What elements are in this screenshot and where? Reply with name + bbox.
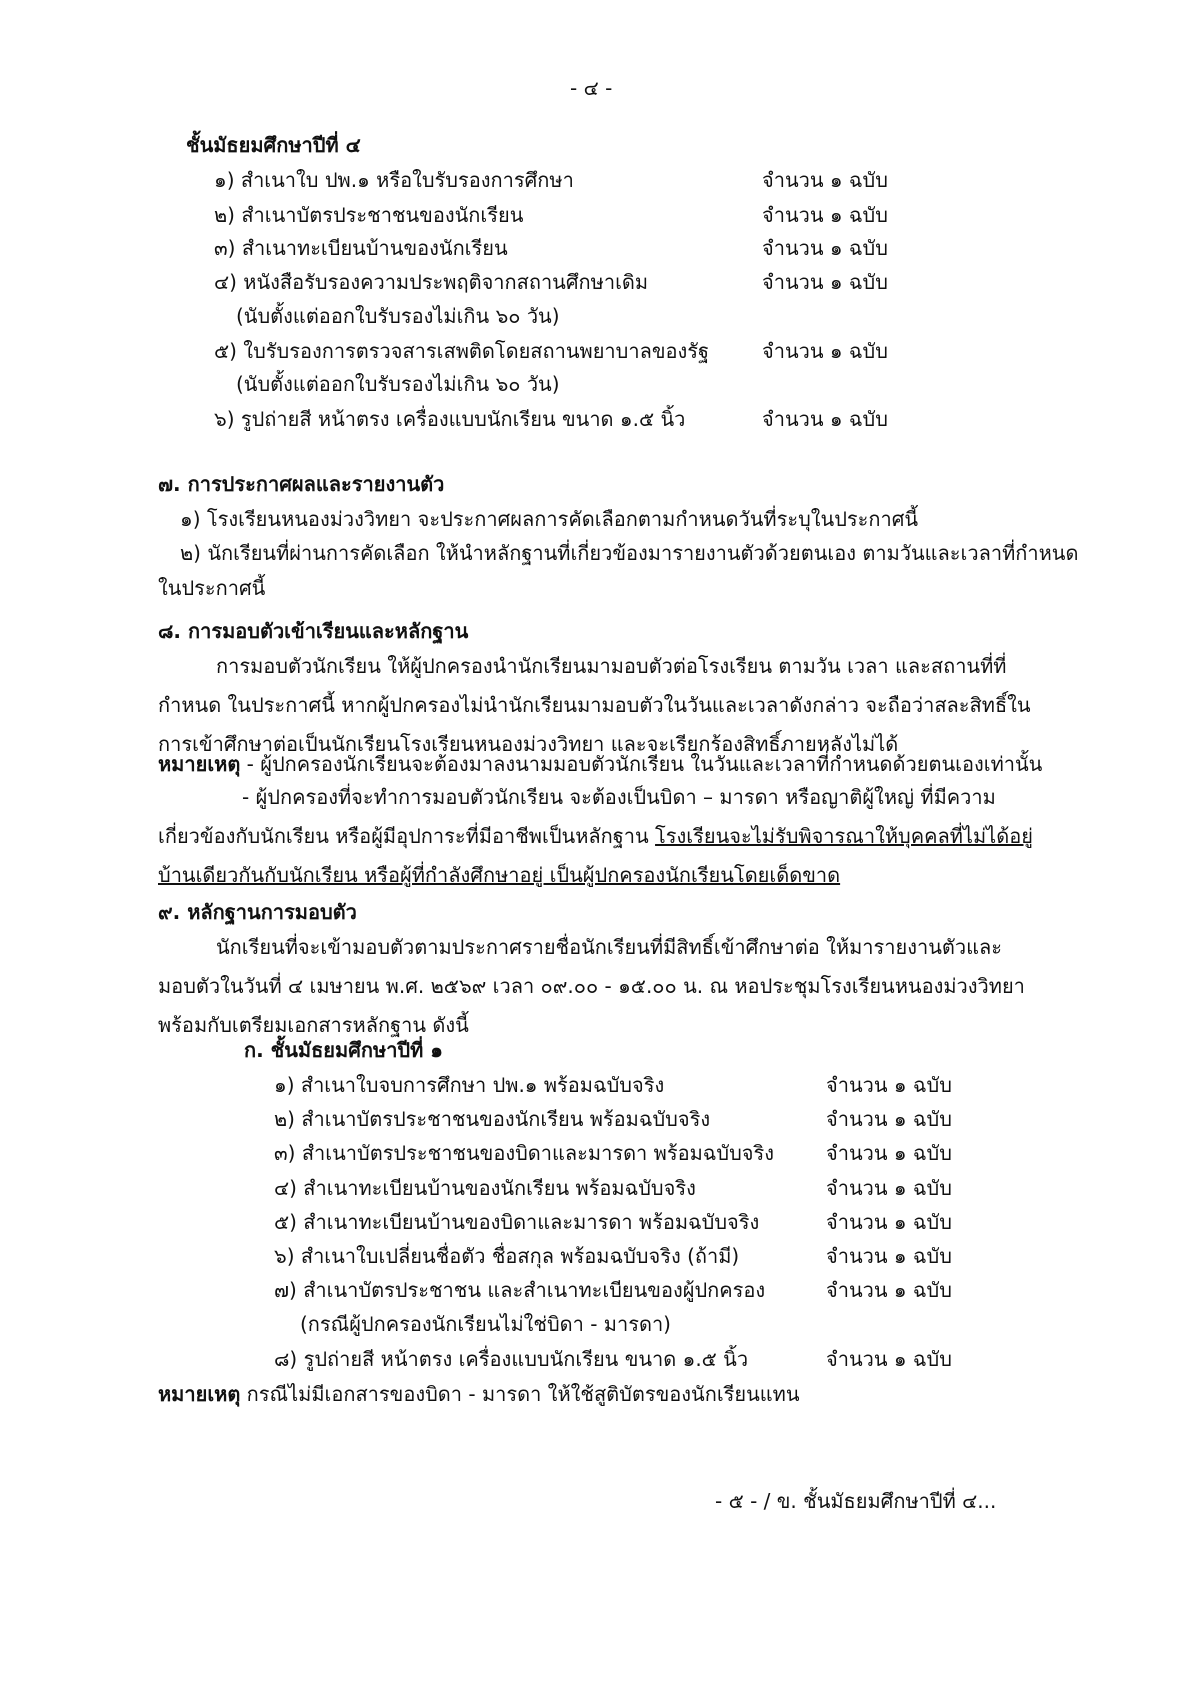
quantity-label: จำนวน ๑ ฉบับ — [826, 1141, 952, 1165]
note-label: หมายเหตุ — [158, 1382, 241, 1406]
list-item-note: (นับตั้งแต่ออกใบรับรองไม่เกิน ๖๐ วัน) — [236, 304, 560, 328]
section9-note — [158, 1380, 800, 1408]
page-footer: - ๕ - / ข. ชั้นมัธยมศึกษาปีที่ ๔... — [715, 1489, 997, 1513]
quantity-label: จำนวน ๑ ฉบับ — [826, 1210, 952, 1234]
quantity-label: จำนวน ๑ ฉบับ — [826, 1347, 952, 1371]
note2-text: - ผู้ปกครองที่จะทำการมอบตัวนักเรียน จะต้องเป็นบิดา – มารดา หรือญาติผู้ใหญ่ ที่มีความเกี่ยวข้องกับนักเรียน หรือผู้มีอุปการะที่มีอาชีพเป็นหลักฐาน — [158, 785, 996, 848]
quantity-label: จำนวน ๑ ฉบับ — [826, 1244, 952, 1268]
section9-subheading: ก. ชั้นมัธยมศึกษาปีที่ ๑ — [244, 1038, 443, 1062]
note-text: กรณีไม่มีเอกสารของบิดา - มารดา ให้ใช้สูติบัตรของนักเรียนแทน — [240, 1382, 800, 1406]
section8-heading: ๘. การมอบตัวเข้าเรียนและหลักฐาน — [158, 619, 469, 643]
quantity-label: จำนวน ๑ ฉบับ — [826, 1176, 952, 1200]
section8-note2 — [158, 778, 1040, 895]
note-text: - ผู้ปกครองนักเรียนจะต้องมาลงนามมอบตัวนักเรียน ในวันและเวลาที่กำหนดด้วยตนเองเท่านั้น — [240, 752, 1043, 776]
list-item: ๑) สำเนาใบจบการศึกษา ปพ.๑ พร้อมฉบับจริง — [274, 1073, 665, 1097]
section7-item2-cont: ในประกาศนี้ — [158, 576, 266, 600]
section7-heading: ๗. การประกาศผลและรายงานตัว — [158, 472, 445, 496]
list-item: ๘) รูปถ่ายสี หน้าตรง เครื่องแบบนักเรียน ขนาด ๑.๕ นิ้ว — [274, 1347, 749, 1371]
list-item: ๗) สำเนาบัตรประชาชน และสำเนาทะเบียนของผู้ปกครอง — [274, 1278, 766, 1302]
section7-item2: ๒) นักเรียนที่ผ่านการคัดเลือก ให้นำหลักฐานที่เกี่ยวข้องมารายงานตัวด้วยตนเอง ตามวันและเวลาที่กำหนด — [180, 541, 1079, 565]
quantity-label: จำนวน ๑ ฉบับ — [762, 407, 888, 431]
list-item: ๓) สำเนาทะเบียนบ้านของนักเรียน — [214, 236, 508, 260]
list-item-note: (กรณีผู้ปกครองนักเรียนไม่ใช่บิดา - มารดา) — [300, 1312, 671, 1336]
note2-underlined: โรงเรียนจะไม่รับพิจารณาให้บุคคลที่ไม่ได้อยู่บ้านเดียวกันกับนักเรียน หรือผู้ที่กำลังศึกษาอยู่ เป็นผู้ปกครองนักเรียนโดยเด็ดขาด — [158, 824, 1033, 887]
quantity-label: จำนวน ๑ ฉบับ — [826, 1107, 952, 1131]
list-item: ๒) สำเนาบัตรประชาชนของนักเรียน — [214, 203, 524, 227]
quantity-label: จำนวน ๑ ฉบับ — [826, 1073, 952, 1097]
list-item-note: (นับตั้งแต่ออกใบรับรองไม่เกิน ๖๐ วัน) — [236, 372, 560, 396]
note-label: หมายเหตุ — [158, 752, 241, 776]
quantity-label: จำนวน ๑ ฉบับ — [762, 236, 888, 260]
quantity-label: จำนวน ๑ ฉบับ — [826, 1278, 952, 1302]
list-item: ๖) สำเนาใบเปลี่ยนชื่อตัว ชื่อสกุล พร้อมฉบับจริง (ถ้ามี) — [274, 1244, 740, 1268]
quantity-label: จำนวน ๑ ฉบับ — [762, 339, 888, 363]
list-item: ๕) สำเนาทะเบียนบ้านของบิดาและมารดา พร้อมฉบับจริง — [274, 1210, 760, 1234]
page-number: - ๔ - — [570, 76, 613, 100]
section9-heading: ๙. หลักฐานการมอบตัว — [158, 900, 357, 924]
m4-heading: ชั้นมัธยมศึกษาปีที่ ๔ — [186, 133, 361, 157]
section9-body: นักเรียนที่จะเข้ามอบตัวตามประกาศรายชื่อนักเรียนที่มีสิทธิ์เข้าศึกษาต่อ ให้มารายงานตัวและมอบตัวในวันที่ ๔ เมษายน พ.ศ. ๒๕๖๙ เวลา ๐๙.๐๐ - ๑๕.๐๐ น. ณ หอประชุมโรงเรียนหนองม่วงวิทยา พร้อมกับเตรียมเอกสารหลักฐาน ดังนี้ — [158, 935, 1025, 1037]
list-item: ๔) หนังสือรับรองความประพฤติจากสถานศึกษาเดิม — [214, 270, 649, 294]
section7-item1: ๑) โรงเรียนหนองม่วงวิทยา จะประกาศผลการคัดเลือกตามกำหนดวันที่ระบุในประกาศนี้ — [180, 507, 919, 531]
section8-body: การมอบตัวนักเรียน ให้ผู้ปกครองนำนักเรียนมามอบตัวต่อโรงเรียน ตามวัน เวลา และสถานที่ที่กำหนด ในประกาศนี้ หากผู้ปกครองไม่นำนักเรียนมามอบตัวในวันและเวลาดังกล่าว จะถือว่าสละสิทธิ์ในการเข้าศึกษาต่อเป็นนักเรียนโรงเรียนหนองม่วงวิทยา และจะเรียกร้องสิทธิ์ภายหลังไม่ได้ — [158, 654, 1031, 756]
list-item: ๔) สำเนาทะเบียนบ้านของนักเรียน พร้อมฉบับจริง — [274, 1176, 696, 1200]
list-item: ๖) รูปถ่ายสี หน้าตรง เครื่องแบบนักเรียน ขนาด ๑.๕ นิ้ว — [214, 407, 686, 431]
list-item: ๒) สำเนาบัตรประชาชนของนักเรียน พร้อมฉบับจริง — [274, 1107, 711, 1131]
list-item: ๕) ใบรับรองการตรวจสารเสพติดโดยสถานพยาบาลของรัฐ — [214, 339, 710, 363]
section8-note1 — [158, 750, 1042, 778]
list-item: ๑) สำเนาใบ ปพ.๑ หรือใบรับรองการศึกษา — [214, 168, 574, 192]
list-item: ๓) สำเนาบัตรประชาชนของบิดาและมารดา พร้อมฉบับจริง — [274, 1141, 775, 1165]
quantity-label: จำนวน ๑ ฉบับ — [762, 203, 888, 227]
quantity-label: จำนวน ๑ ฉบับ — [762, 270, 888, 294]
quantity-label: จำนวน ๑ ฉบับ — [762, 168, 888, 192]
